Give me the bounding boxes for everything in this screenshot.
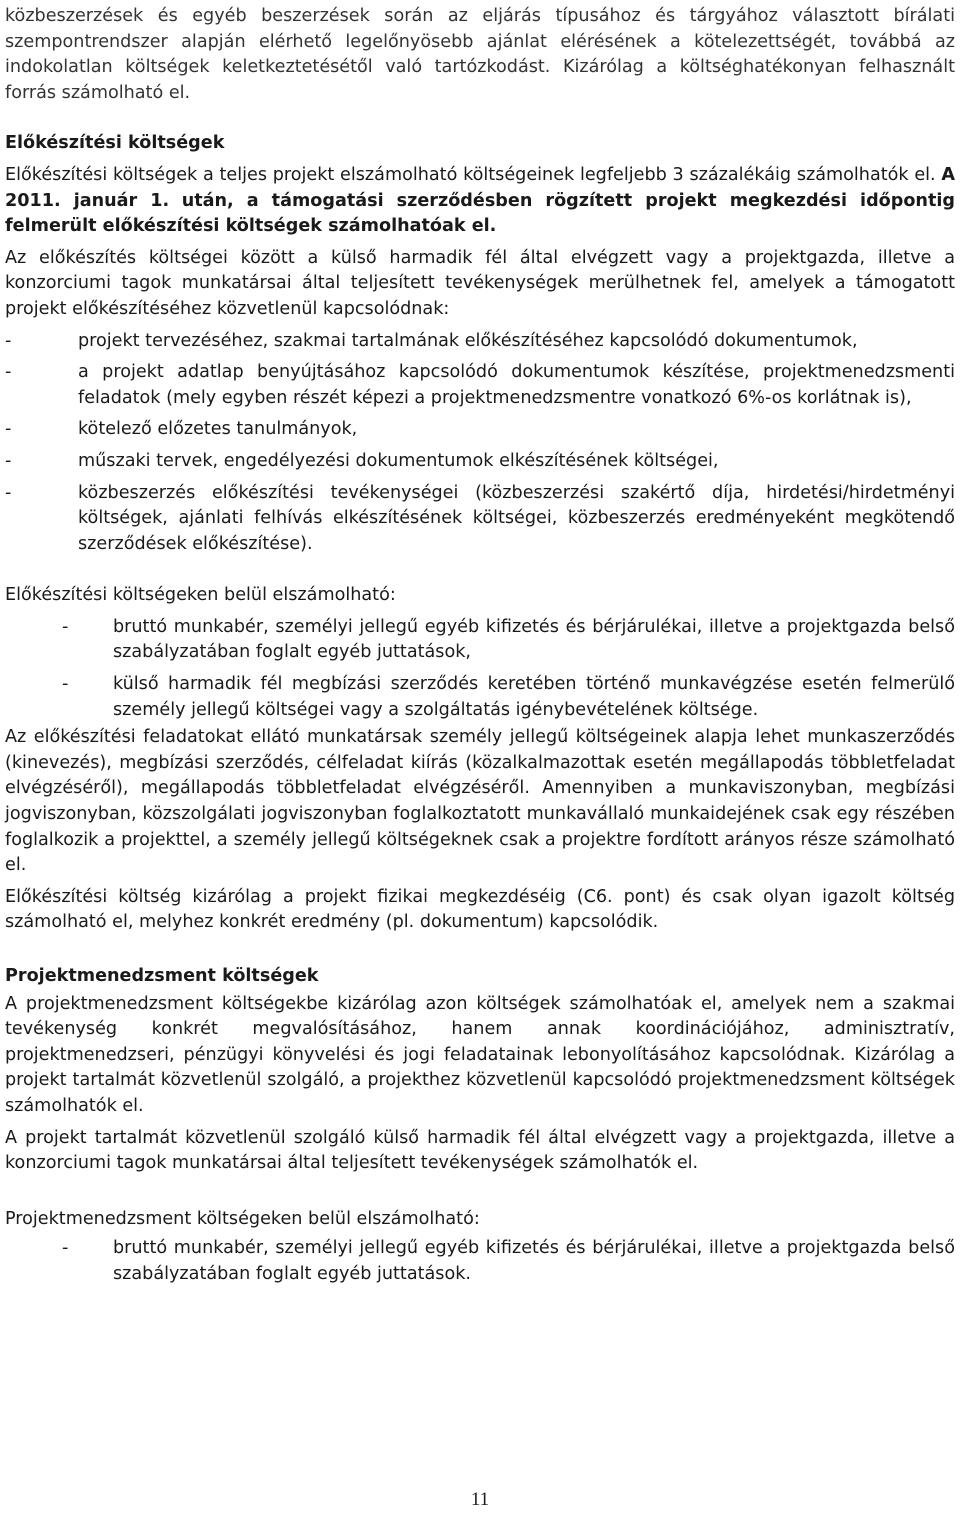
intro-paragraph: közbeszerzések és egyéb beszerzések során az eljárás típusához és tárgyához választott bírálati szempontrendszer alapján elérhető legelőnyösebb ajánlat elérésének a kötelezettségét, továbbá az indokolatlan költségek keletkeztetésétől való tartózkodást. Kizárólag a költséghatékonyan felhasznált forrás számolható el. xyxy=(5,6,955,103)
project-management-eligible-list xyxy=(5,1236,955,1287)
section-heading-project-management: Projektmenedzsment költségek xyxy=(5,966,319,986)
dash-bullet: - xyxy=(5,482,12,503)
list-item xyxy=(5,1236,955,1287)
project-management-paragraph-2: A projekt tartalmát közvetlenül szolgáló külső harmadik fél által elvégzett vagy a projektgazda, illetve a konzorciumi tagok munkatársai által teljesített tevékenységek számolhatók el. xyxy=(5,1127,955,1174)
dash-bullet: - xyxy=(5,362,12,383)
list-item-text: bruttó munkabér, személyi jellegű egyéb kifizetés és bérjárulékai, illetve a projektgazda belső szabályzatában foglalt egyéb juttatások, xyxy=(113,616,955,663)
list-item-text: bruttó munkabér, személyi jellegű egyéb kifizetés és bérjárulékai, illetve a projektgazda belső szabályzatában foglalt egyéb juttatások. xyxy=(113,1238,955,1284)
preparation-intro-paragraph xyxy=(5,163,955,240)
preparation-date-clause-rest: után, a támogatási szerződésben rögzített projekt megkezdési időpontig felmerült előkészítési költségek számolhatóak el. xyxy=(5,190,955,237)
list-item-text: közbeszerzés előkészítési tevékenységei (közbeszerzési szakértő díja, hirdetési/hirdetményi költségek, ajánlati felhívás elkészítésének költségei, közbeszerzés eredményeként megkötendő szerződések előkészítése). xyxy=(78,482,955,554)
preparation-date-clause: A 2011. január 1. xyxy=(5,164,956,211)
preparation-eligible-list xyxy=(5,615,955,723)
dash-bullet: - xyxy=(5,419,12,440)
preparation-eligible-label: Előkészítési költségeken belül elszámolható: xyxy=(5,585,396,606)
list-item-text: külső harmadik fél megbízási szerződés keretében történő munkavégzése esetén felmerülő személy jellegű költségei vagy a szolgáltatás igénybevételének költsége. xyxy=(113,674,955,720)
list-item-text: projekt tervezéséhez, szakmai tartalmának előkészítéséhez kapcsolódó dokumentumok, xyxy=(78,330,858,351)
list-item-text: kötelező előzetes tanulmányok, xyxy=(78,419,358,440)
preparation-intro-text: Előkészítési költségek a teljes projekt elszámolható költségeinek legfeljebb 3 százalékáig számolhatók el. xyxy=(5,164,936,185)
document-page xyxy=(5,4,955,1288)
list-item xyxy=(5,329,955,355)
project-management-eligible-label: Projektmenedzsment költségeken belül elszámolható: xyxy=(5,1208,480,1229)
preparation-staff-paragraph: Az előkészítési feladatokat ellátó munkatársak személy jellegű költségeinek alapja lehet munkaszerződés (kinevezés), megbízási szerződés, célfeladat kiírás (közalkalmazottak esetén megállapodás többletfeladat elvégzéséről), megállapodás többletfeladat elvégzéséről. Amennyiben a munkaviszonyban, megbízási jogviszonyban, közszolgálati jogviszonyban foglalkoztatott munkavállaló munkaidejének csak egy részében foglalkozik a projekttel, a személy jellegű költségeknek csak a projektre fordított arányos része számolható el. xyxy=(5,727,955,876)
dash-bullet: - xyxy=(5,450,12,471)
section-heading-preparation: Előkészítési költségek xyxy=(5,133,225,154)
dash-bullet: - xyxy=(5,330,12,351)
dash-bullet: - xyxy=(62,616,69,637)
list-item xyxy=(5,615,955,666)
project-management-paragraph-1: A projektmenedzsment költségekbe kizárólag azon költségek számolhatóak el, amelyek nem a szakmai tevékenység konkrét megvalósításához, hanem annak koordinációjához, adminisztratív, projektmenedzseri, pénzügyi könyvelési és jogi feladatainak lebonyolításához kapcsolódnak. Kizárólag a projekt tartalmát közvetlenül szolgáló, a projekthez közvetlenül kapcsolódó projektmenedzsment költségek számolhatók el. xyxy=(5,993,955,1116)
list-item xyxy=(5,481,955,558)
dash-bullet: - xyxy=(62,674,69,695)
list-item-text: műszaki tervek, engedélyezési dokumentumok elkészítésének költségei, xyxy=(78,450,719,471)
page-number: 11 xyxy=(470,1489,490,1510)
preparation-deadline-paragraph: Előkészítési költség kizárólag a projekt fizikai megkezdéséig (C6. pont) és csak olyan igazolt költség számolható el, melyhez konkrét eredmény (pl. dokumentum) kapcsolódik. xyxy=(5,886,955,933)
preparation-costs-list xyxy=(5,329,955,558)
list-item-text: a projekt adatlap benyújtásához kapcsolódó dokumentumok készítése, projektmenedzsmenti feladatok (mely egyben részét képezi a projektmenedzsmentre vonatkozó 6%-os korlátnak is), xyxy=(78,362,955,408)
preparation-costs-paragraph: Az előkészítés költségei között a külső harmadik fél által elvégzett vagy a projektgazda, illetve a konzorciumi tagok munkatársai által teljesített tevékenységek merülhetnek fel, amelyek a támogatott projekt előkészítéséhez közvetlenül kapcsolódnak: xyxy=(5,247,955,319)
list-item xyxy=(5,672,955,723)
list-item xyxy=(5,417,955,443)
list-item xyxy=(5,360,955,411)
dash-bullet: - xyxy=(62,1238,69,1259)
list-item xyxy=(5,449,955,475)
